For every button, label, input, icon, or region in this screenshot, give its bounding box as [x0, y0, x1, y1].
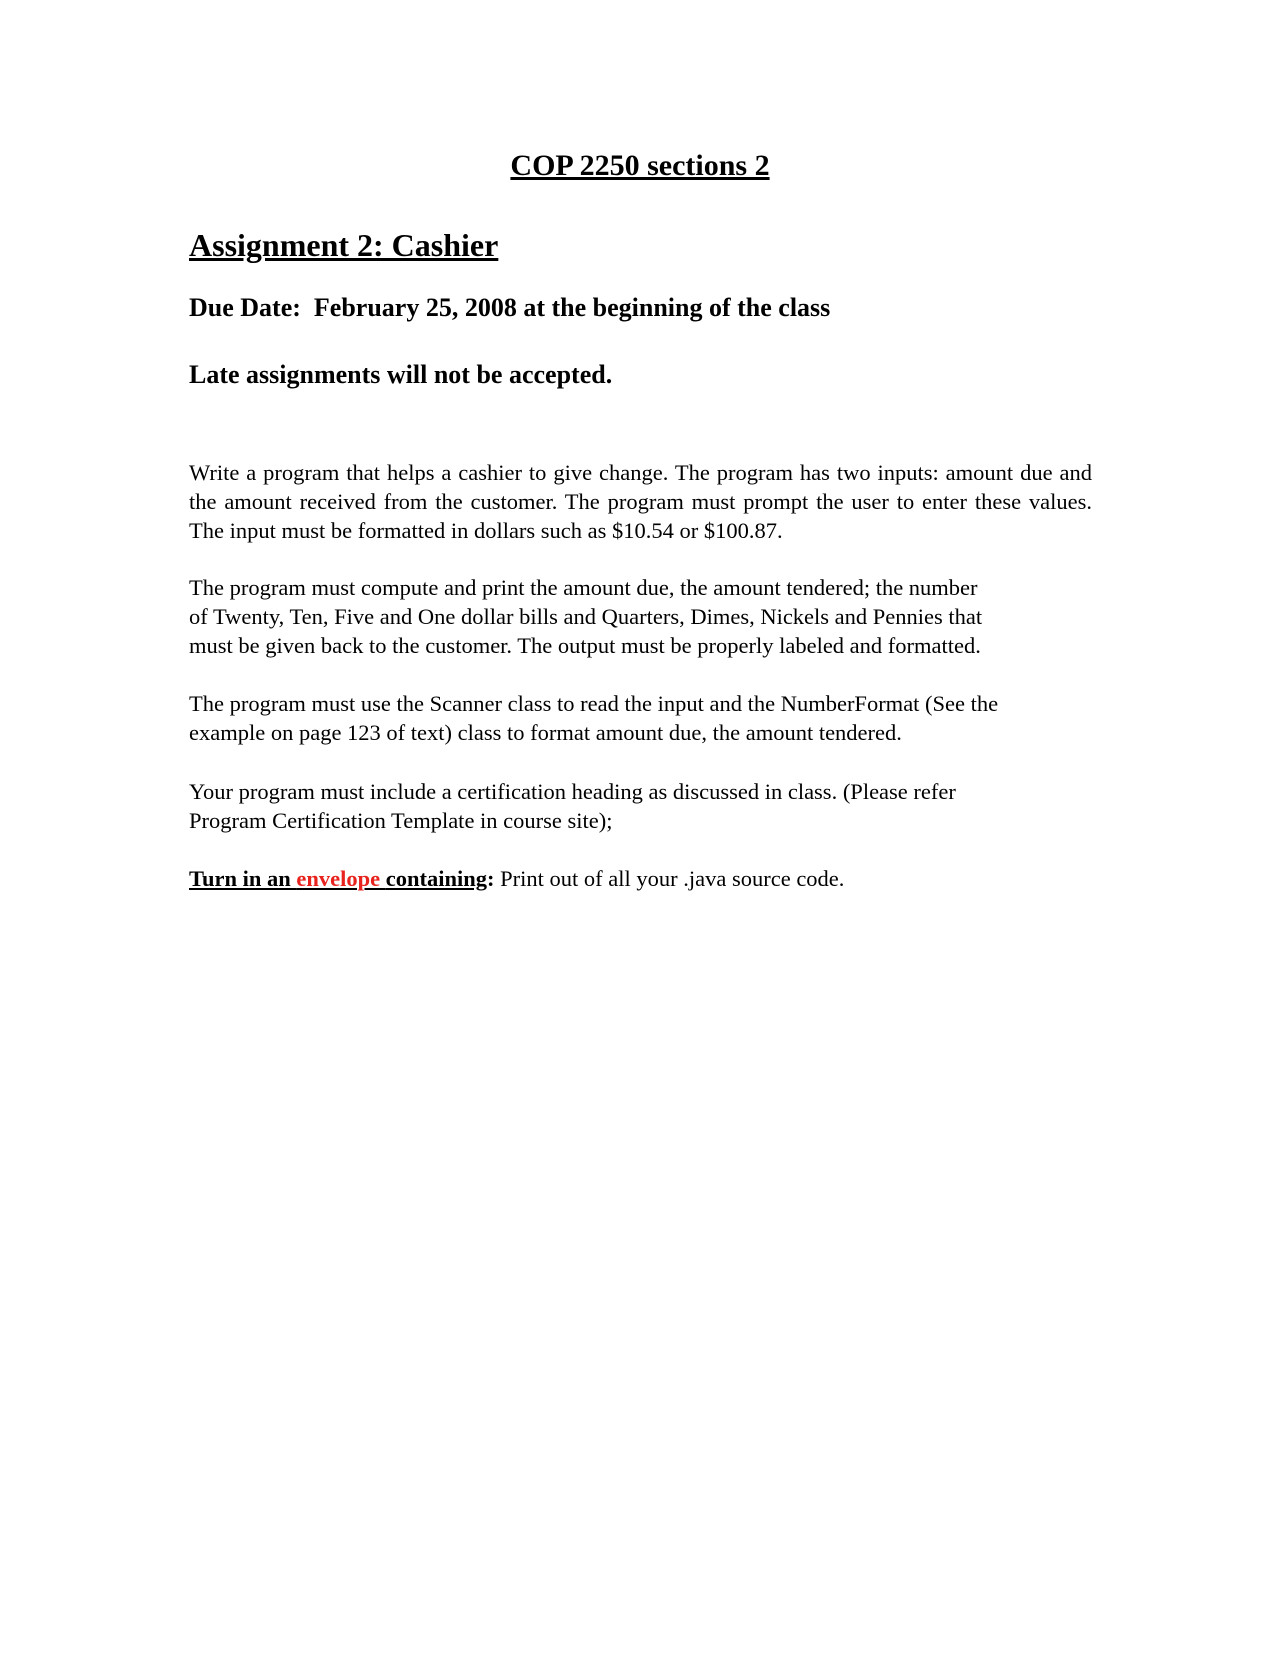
turn-in-tail: containing [385, 866, 488, 891]
paragraph-line: must be given back to the customer. The output must be properly labeled and formatted. [189, 633, 981, 658]
paragraph-certification-heading [189, 777, 1092, 835]
paragraph-program-description: Write a program that helps a cashier to give change. The program has two inputs: amount due and the amount received from the customer. The program must prompt the user to enter these values. The input must be formatted in dollars such as $10.54 or $100.87. [189, 460, 1092, 543]
paragraph-turn-in-instructions [189, 864, 1092, 893]
turn-in-colon: : [487, 866, 495, 891]
turn-in-rest: Print out of all your .java source code. [494, 866, 845, 891]
envelope-highlight: envelope [296, 866, 386, 891]
paragraph-line: The program must use the Scanner class to read the input and the NumberFormat (See the [189, 691, 999, 716]
due-date: Due Date: February 25, 2008 at the beginning of the class [189, 293, 831, 322]
paragraph-line: Your program must include a certification heading as discussed in class. (Please refer [189, 779, 956, 804]
turn-in-label [189, 866, 487, 891]
paragraph-line: of Twenty, Ten, Five and One dollar bills and Quarters, Dimes, Nickels and Pennies that [189, 604, 983, 629]
turn-in-lead: Turn in an [189, 866, 297, 891]
paragraph-line: example on page 123 of text) class to format amount due, the amount tendered. [189, 720, 902, 745]
paragraph-line: Program Certification Template in course site); [189, 808, 613, 833]
paragraph-line: The program must compute and print the amount due, the amount tendered; the number [189, 575, 978, 600]
course-title: COP 2250 sections 2 [510, 149, 770, 182]
paragraph-scanner-numberformat [189, 689, 1092, 747]
paragraph-output-requirements [189, 573, 1092, 660]
late-policy-note: Late assignments will not be accepted. [189, 360, 613, 389]
assignment-title: Assignment 2: Cashier [189, 227, 499, 263]
